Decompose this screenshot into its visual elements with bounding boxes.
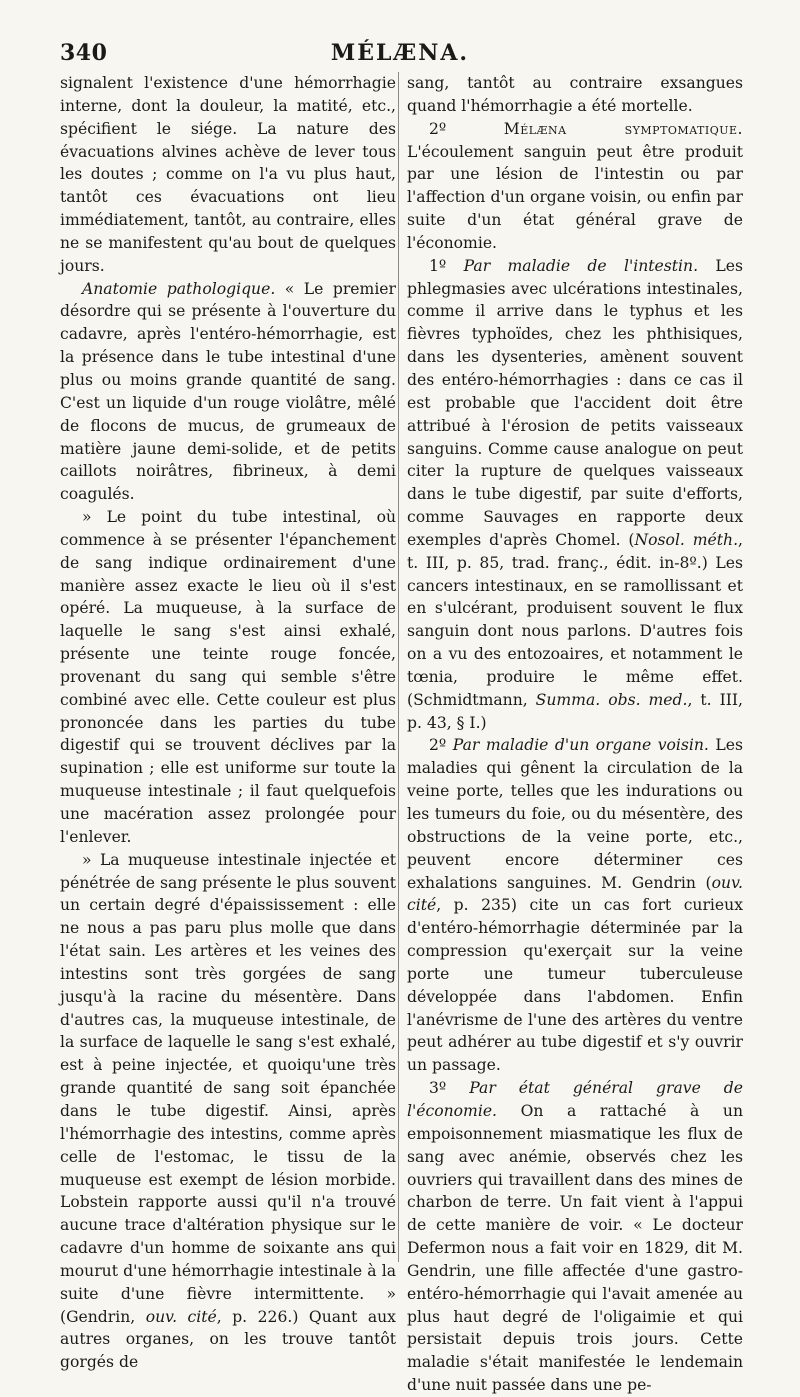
paragraph-symptomatic-melaena: [407, 118, 743, 255]
citation-ouv-cite: ouv. cité: [407, 873, 743, 915]
paragraph-neighbouring-organ: [407, 734, 743, 1077]
paragraph-text: « Le premier désordre qui se présente à l'ouverture du cadavre, après l'entéro-hémorrhagie, est la présence dans le tube intestinal d'une plus ou moins grande quantité de sang. C'est un liquide d'un rouge violâtre, mêlé de flocons de mucus, de grumeaux de matière jaune demi-solide, et de petits caillots noirâtres, fibrineux, à demi coagulés.: [60, 279, 396, 504]
paragraph-mucosa: [60, 849, 396, 1374]
section-number: 1º: [429, 256, 464, 275]
paragraph-text: , p. 226.) Quant aux autres organes, on les trouve tantôt gorgés de: [60, 1307, 396, 1372]
paragraph-text: , p. 235) cite un cas fort curieux d'entéro-hémorrhagie déterminée par la compression qu'exerçait sur la veine porte une tumeur tuberculeuse développée dans l'abdomen. Enfin l'anévrisme de l'une des artères du ventre peut adhérer au tube digestif et s'y ouvrir un passage.: [407, 896, 743, 1075]
section-heading-neighbouring-organ: Par maladie d'un organe voisin.: [452, 736, 709, 755]
section-heading-symptomatic: Mélæna symptomatique.: [503, 119, 743, 138]
paragraph-effusion-site: » Le point du tube intestinal, où commence à se présenter l'épanchement de sang indique ordinairement d'une manière assez exacte le lieu où il s'est opéré. La muqueuse, à la surface de laquelle le sang s'est ainsi exhalé, présente une teinte rouge foncée, provenant du sang qui semble s'être combiné avec elle. Cette couleur est plus prononcée dans les parties du tube digestif qui se trouvent déclives par la supination ; elle est uniforme sur toute la muqueuse intestinale ; il faut quelquefois une macération assez prolongée pour l'enlever.: [60, 508, 396, 846]
paragraph-text: Les phlegmasies avec ulcérations intestinales, comme il arrive dans le typhus et les fièvres typhoïdes, chez les phthisiques, dans les dysenteries, amènent souvent des entéro-hémorrhagies : dans ce cas il est probable que l'accident doit être attribué à l'érosion de petits vaisseaux sanguins. Comme cause analogue on peut citer la rupture de quelques vaisseaux dans le tube digestif, par suite d'efforts, comme Sauvages en rapporte deux exemples d'après Chomel. (: [407, 256, 743, 549]
paragraph-continuation: sang, tantôt au contraire exsangues quand l'hémorrhagie a été mortelle.: [407, 74, 743, 115]
right-column: [407, 72, 743, 1397]
paragraph-general-state: [407, 1077, 743, 1397]
column-divider: [398, 72, 399, 1262]
paragraph-text: L'écoulement sanguin peut être produit par une lésion de l'intestin ou par l'affection d'un organe voisin, ou enfin par suite d'un état général grave de l'économie.: [407, 142, 743, 252]
paragraph-intestinal-disease: [407, 255, 743, 735]
paragraph-text: , t. III, p. 85, trad. franç., édit. in-8º.) Les cancers intestinaux, en se ramollissant et en s'ulcérant, produisent souvent le flux sanguin dont nous parlons. D'autres fois on a vu des entozoaires, et notamment le tœnia, produire le même effet. (Schmidtmann,: [407, 530, 744, 709]
citation-nosol-meth: Nosol. méth.: [634, 530, 739, 549]
citation-ouv-cite: ouv. cité: [145, 1307, 217, 1326]
citation-summa-obs: Summa. obs. med.: [535, 690, 688, 709]
paragraph-text: Les maladies qui gênent la circulation de la veine porte, telles que les indurations ou les tumeurs du foie, ou du mésentère, des obstructions de la veine porte, etc., peuvent encore déterminer ces exhalations sanguines. M. Gendrin (: [407, 736, 743, 892]
page-number: 340: [60, 40, 108, 66]
paragraph-text: On a rattaché à un empoisonnement miasmatique les flux de sang avec anémie, observés chez les ouvriers qui travaillent dans des mines de charbon de terre. Un fait vient à l'appui de cette manière de voir. « Le docteur Defermon nous a fait voir en 1829, dit M. Gendrin, une fille affectée d'une gastro-entéro-hémorrhagie qui l'avait amenée au plus haut degré de l'oligaimie et qui persistait depuis trois jours. Cette maladie s'était manifestée le lendemain d'une nuit passée dans une pe-: [407, 1101, 743, 1395]
section-number: 3º: [429, 1079, 470, 1098]
left-column: [60, 72, 396, 1374]
paragraph-text: » La muqueuse intestinale injectée et pénétrée de sang présente le plus souvent un certain degré d'épaississement : elle ne nous a pas paru plus molle que dans l'état sain. Les artères et les veines des intestins sont très gorgées de sang jusqu'à la racine du mésentère. Dans d'autres cas, la muqueuse intestinale, de la surface de laquelle le sang s'est exhalé, est à peine injectée, et quoiqu'une très grande quantité de sang soit épanchée dans le tube digestif. Ainsi, après l'hémorrhagie des intestins, comme après celle de l'estomac, le tissu de la muqueuse est exempt de lésion morbide. Lobstein rapporte aussi qu'il n'a trouvé aucune trace d'altération physique sur le cadavre d'un homme de soixante ans qui mourut d'une hémorrhagie intestinale à la suite d'une fièvre intermittente. » (Gendrin,: [60, 850, 396, 1326]
paragraph-text: , t. III, p. 43, § I.): [407, 690, 744, 732]
section-heading-pathological-anatomy: Anatomie pathologique.: [82, 279, 276, 298]
page-header: [60, 40, 740, 70]
section-heading-general-state: Par état général grave de l'économie.: [407, 1079, 743, 1120]
section-number: 2º: [429, 736, 453, 755]
section-heading-intestine: Par maladie de l'intestin.: [463, 256, 699, 275]
paragraph-pathological-anatomy: [60, 278, 396, 506]
section-number: 2º: [429, 119, 504, 138]
running-title: MÉLÆNA.: [330, 40, 470, 66]
paragraph-diagnosis-end: signalent l'existence d'une hémorrhagie interne, dont la douleur, la matité, etc., spécifient le siége. La nature des évacuations alvines achève de lever tous les doutes ; comme on l'a vu plus haut, tantôt ces évacuations ont lieu immédiatement, tantôt, au contraire, elles ne se manifestent qu'au bout de quelques jours.: [60, 74, 396, 275]
